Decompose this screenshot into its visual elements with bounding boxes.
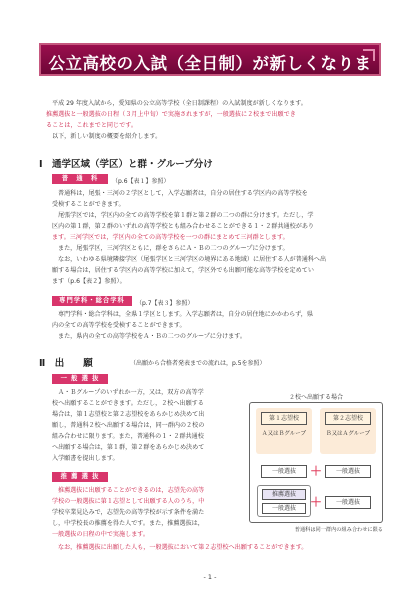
s1-line-3: 尾張学区では，学区内の全ての高等学校を第１群と第２群の二つの群に分けます。ただし，学 bbox=[58, 212, 314, 219]
s2-line-1: Ａ・Ｂグループのいずれか一方，又は，双方の高等学 bbox=[58, 389, 204, 396]
s1-line-7: なお，いわゆる県境隣接学区（尾張学区と三河学区の境界にある地域）に居住する人が普通科へ出 bbox=[58, 256, 327, 263]
title-banner bbox=[39, 43, 381, 97]
s1-line-5: ます。三河学区では，学区内の全ての高等学校を一つの群にまとめて三河群とします。 bbox=[52, 234, 289, 241]
tag-senmon-note: （p.7【表３】参照） bbox=[136, 300, 194, 307]
tag-suisen: 推 薦 選 抜 bbox=[52, 472, 108, 482]
s1-line-9: ます（p.6【表２】参照）。 bbox=[52, 278, 126, 285]
s2-last-line: なお，推薦選抜に出願した人も，一般選抜において第２志望校へ出願することができます。 bbox=[58, 544, 308, 551]
tag-futsuka: 普 通 科 bbox=[52, 174, 108, 184]
first-choice-box: 第１志望校 bbox=[261, 412, 307, 425]
section-heading-2-note: （出願から合格者発表までの流れは，p.5を参照） bbox=[130, 360, 266, 367]
s2-line-6: へ出願する場合は，第１群，第２群をあらかじめ決めて bbox=[52, 444, 205, 451]
s2b-line-1: 推薦選抜に出願することができるのは，志望先の高等 bbox=[58, 487, 205, 494]
group-label-1: Ａ又はＢグループ bbox=[261, 431, 307, 437]
intro-line-2: 推薦選抜と一般選抜の日程（３月上中旬）で実施されますが，一般選抜に２校まで出願でき bbox=[46, 111, 296, 118]
recommend-box: 推薦選抜 bbox=[262, 489, 306, 500]
s2-line-5: 組み合わせに限ります。また，普通科の１・２群共通校 bbox=[52, 433, 204, 440]
plus-icon-1: ＋ bbox=[310, 464, 323, 478]
tag-senmon: 専門学科・総合学科 bbox=[52, 296, 132, 306]
s1-line-6: また，尾張学区，三河学区ともに，群をさらにＡ・Ｂの二つのグループに分けます。 bbox=[58, 245, 289, 252]
s1-line-8: 願する場合は，居住する学区内の高等学校に加えて，学区外でも出願可能な高等学校を定めてい bbox=[52, 267, 314, 274]
section-heading-1: Ⅰ 通学区域（学区）と群・グループ分け bbox=[39, 159, 213, 170]
page-number: - 1 - bbox=[203, 573, 217, 581]
diagram-title: ２校へ出願する場合 bbox=[288, 394, 343, 401]
diagram-note: 普通科は同一群内の組み合わせに限る bbox=[294, 527, 383, 533]
second-choice-box: 第２志望校 bbox=[325, 412, 371, 425]
s1-line-2: 受検することができます。 bbox=[52, 201, 125, 208]
s2b-line-5: 一般選抜の日程の中で実施します。 bbox=[52, 531, 150, 538]
s1b-line-2: 内の全ての高等学校を受検することができます。 bbox=[52, 322, 186, 329]
intro-line-3: ることは，これまでと同じです。 bbox=[46, 122, 137, 129]
s2-line-4: 願し，普通科２校へ出願する場合は，同一群内の２校の bbox=[52, 422, 205, 429]
intro-line-4: 以下，新しい制度の概要を紹介します。 bbox=[52, 133, 162, 140]
s2b-line-2: 学校の一般選抜に第１志望として出願する人のうち，中 bbox=[52, 498, 205, 505]
s1-line-1: 普通科は，尾張・三河の２学区として，入学志願者は，自分の居住する学区内の高等学校を bbox=[58, 190, 308, 197]
tag-futsuka-note: （p.6【表１】参照） bbox=[112, 178, 170, 185]
recommend-group bbox=[257, 485, 311, 517]
page-title: 公立高校の入試（全日制）が新しくなります！ bbox=[48, 54, 372, 97]
general-box-2: 一般選抜 bbox=[325, 465, 371, 478]
s2-line-2: 校へ出願することができます。ただし，２校へ出願する bbox=[52, 400, 204, 407]
plus-icon-2: ＋ bbox=[310, 495, 323, 509]
general-box-1: 一般選抜 bbox=[261, 465, 307, 478]
diagram-frame bbox=[249, 402, 383, 523]
intro-line-1: 平成 29 年度入試から，愛知県の公立高等学校（全日制課程）の入試制度が新しくなります。 bbox=[52, 100, 307, 107]
s2b-line-3: 学校卒業見込みで，志望先の高等学校が示す条件を満た bbox=[52, 509, 205, 516]
s1b-line-3: また，県内の全ての高等学校をＡ・Ｂの二つのグループに分けます。 bbox=[58, 333, 246, 340]
s1b-line-1: 専門学科・総合学科は，全県１学区とします。入学志願者は，自分の居住地にかかわらず，県 bbox=[58, 311, 313, 318]
group-label-2: Ｂ又はＡグループ bbox=[325, 431, 371, 437]
general-box-4: 一般選抜 bbox=[325, 496, 371, 509]
s2-line-7: 入学願書を提出します。 bbox=[52, 455, 119, 462]
s1-line-4: 区内の第１群，第２群のいずれの高等学校とも組み合わせることができる１・２群共通校があり bbox=[52, 223, 315, 230]
section-heading-2: Ⅱ 出 願 bbox=[39, 358, 93, 369]
tag-ippan: 一 般 選 抜 bbox=[52, 374, 108, 384]
s2-line-3: 場合は，第１志望校と第２志望校をあらかじめ決めて出 bbox=[52, 411, 205, 418]
s2b-line-4: し，中学校長の推薦を得た人です。また，推薦選抜は， bbox=[52, 520, 204, 527]
general-box-3: 一般選抜 bbox=[262, 503, 306, 514]
